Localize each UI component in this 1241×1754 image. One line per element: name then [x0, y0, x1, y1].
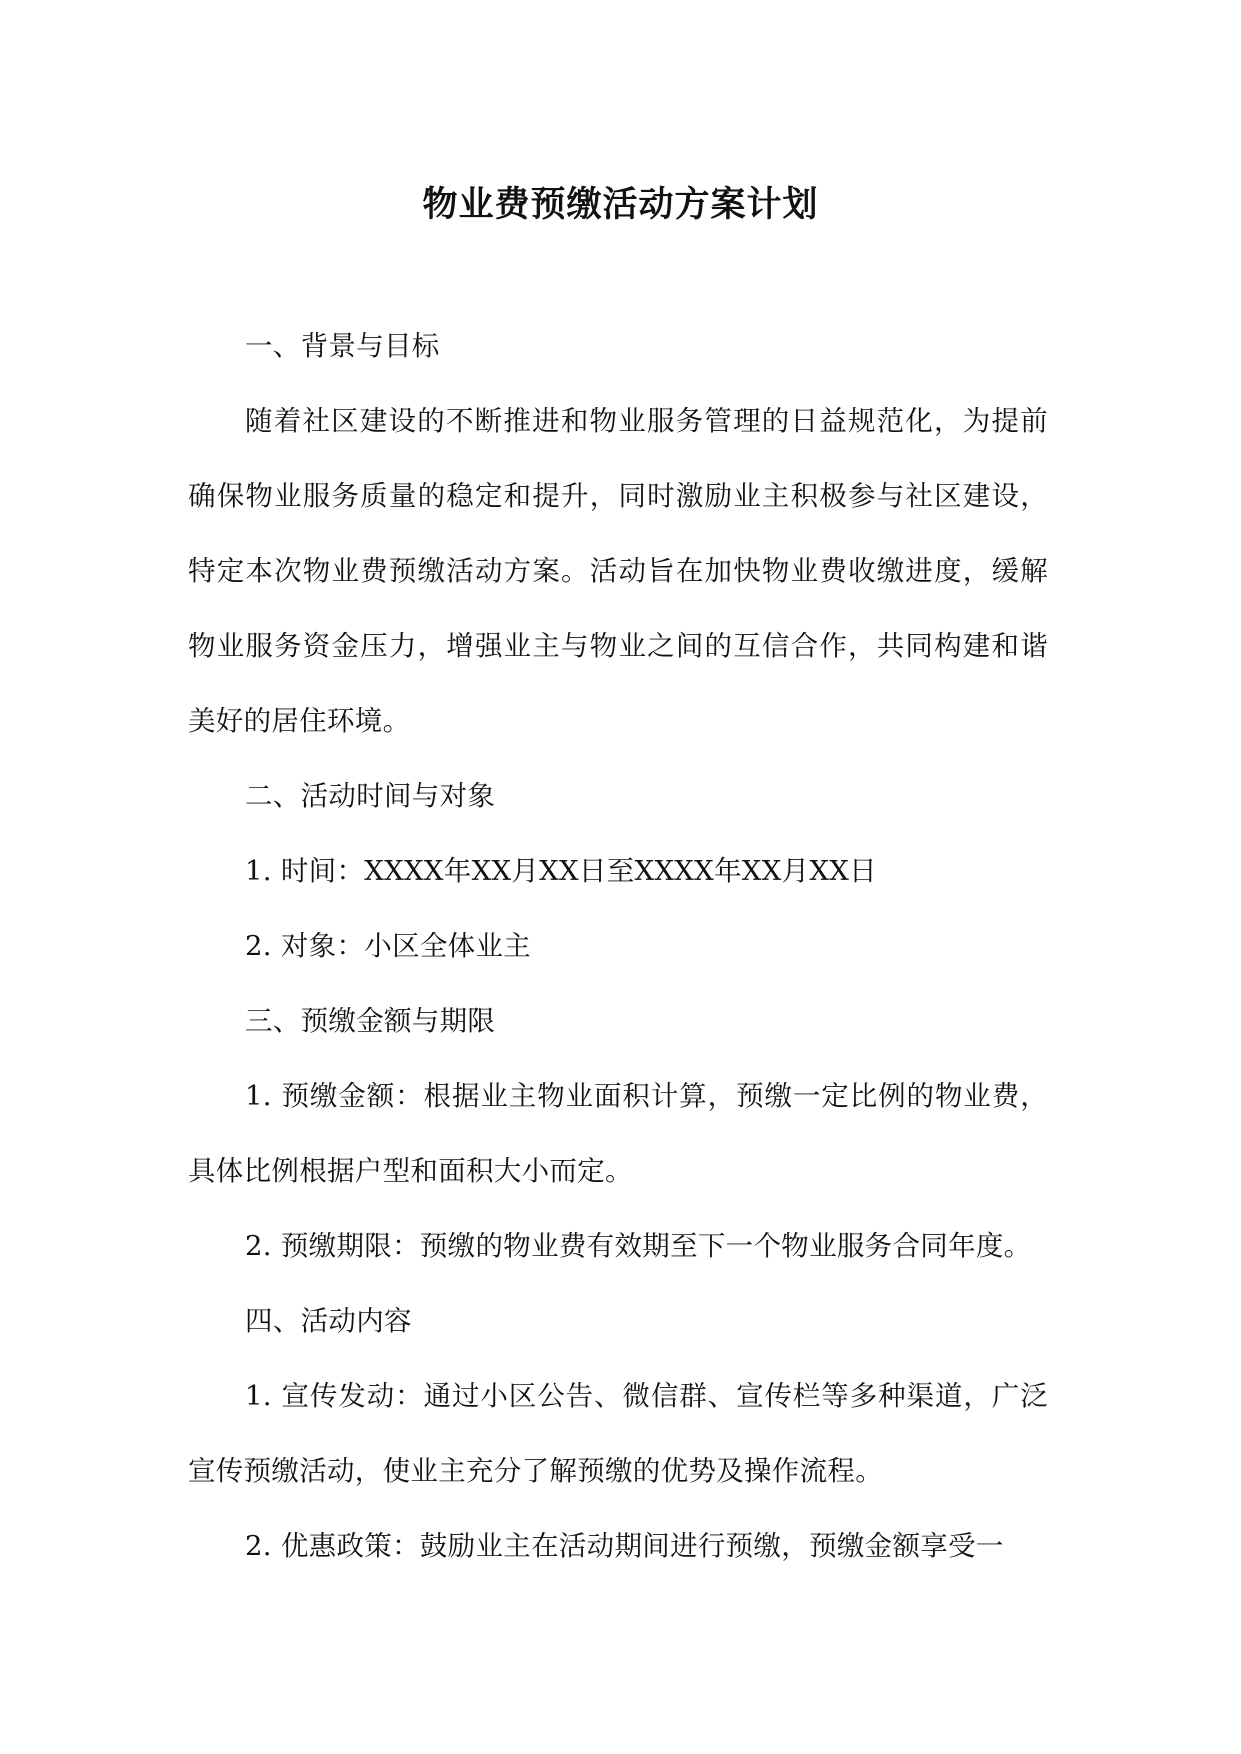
list-item-time: 1. 时间：XXXX年XX月XX日至XXXX年XX月XX日: [245, 855, 877, 887]
document-body: [188, 309, 1048, 1584]
list-item-target: 2. 对象：小区全体业主: [245, 930, 532, 962]
list-item-discount: 2. 优惠政策：鼓励业主在活动期间进行预缴，预缴金额享受一: [245, 1530, 1004, 1562]
section-heading-time-target: 二、活动时间与对象: [245, 780, 496, 812]
paragraph-background: 随着社区建设的不断推进和物业服务管理的日益规范化，为提前确保物业服务质量的稳定和提升，同时激励业主积极参与社区建设，特定本次物业费预缴活动方案。活动旨在加快物业费收缴进度，缓解物业服务资金压力，增强业主与物业之间的互信合作，共同构建和谐美好的居住环境。: [188, 405, 1048, 737]
section-heading-amount-period: 三、预缴金额与期限: [245, 1005, 496, 1037]
list-item-publicity: 1. 宣传发动：通过小区公告、微信群、宣传栏等多种渠道，广泛宣传预缴活动，使业主充分了解预缴的优势及操作流程。: [188, 1380, 1048, 1487]
document-title: 物业费预缴活动方案计划: [422, 184, 819, 225]
section-heading-content: 四、活动内容: [245, 1305, 412, 1337]
list-item-period: 2. 预缴期限：预缴的物业费有效期至下一个物业服务合同年度。: [245, 1230, 1032, 1262]
section-heading-background: 一、背景与目标: [245, 330, 440, 362]
list-item-amount: 1. 预缴金额：根据业主物业面积计算，预缴一定比例的物业费，具体比例根据户型和面积大小而定。: [188, 1080, 1048, 1187]
